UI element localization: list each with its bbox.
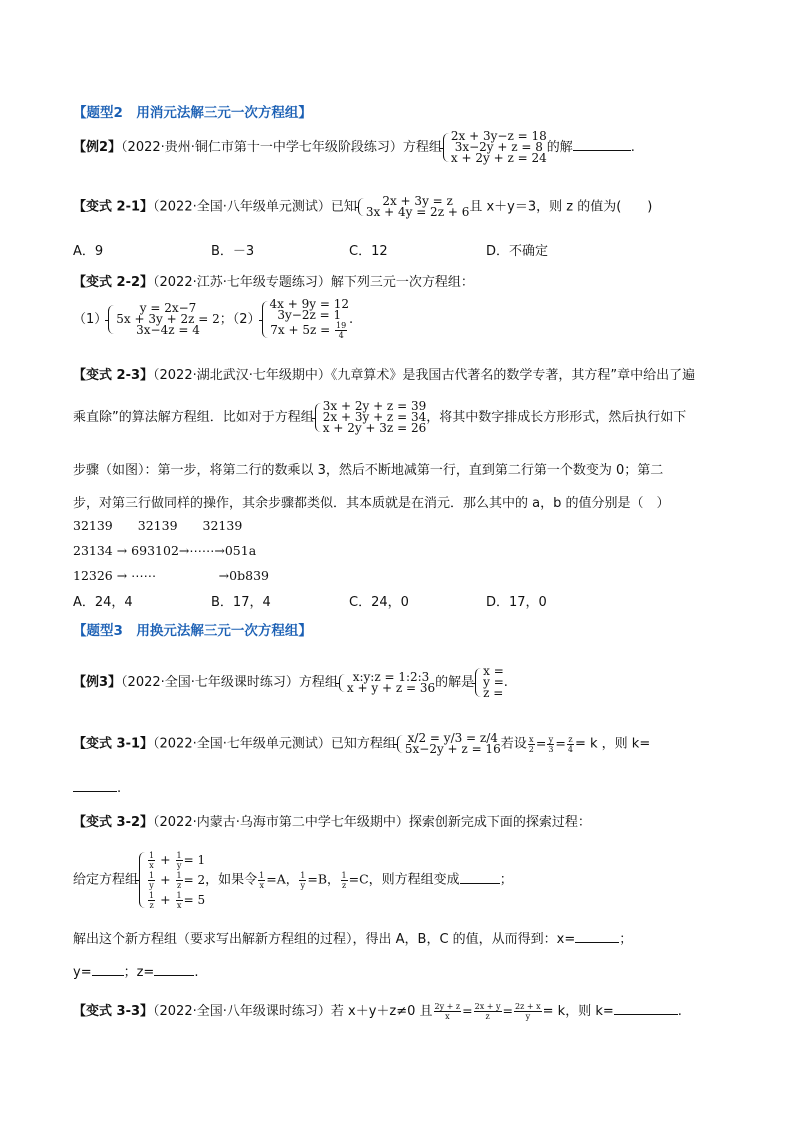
option-d[interactable]: D．不确定 (486, 244, 549, 259)
variant-2-2: 【变式 2-2】（2022·江苏·七年级专题练习）解下列三元一次方程组： (73, 275, 474, 290)
variant-2-3-line1: 【变式 2-3】（2022·湖北武汉·七年级期中）《九章算术》是我国古代著名的数学专著，其方程”章中给出了遍 (73, 368, 696, 383)
variant-3-3: 【变式 3-3】（2022·全国·八年级课时练习）若 x＋y＋z≠0 且 $\frac{2y + z}{x}$ = $\frac{2x + y}{z}$ = $\frac{2z + x}{y}$ = k，则 k= . (73, 1002, 682, 1021)
option-b[interactable]: B．－3 (211, 244, 255, 259)
example-3: 【例3】（2022·全国·七年级课时练习）方程组 x:y:z = 1:2:3 x + y + z = 36 的解是 x = y = z = . (73, 664, 508, 700)
variant-3-1-system: x/2 = y/3 = z/4 5x−2y + z = 16 (396, 733, 501, 755)
answer-blank[interactable] (614, 1002, 678, 1015)
variant-2-3-line4: 步，对第三行做同样的操作，其余步骤都类似．其本质就是在消元．那么其中的 a，b 的值分别是（ ） (73, 496, 670, 511)
answer-blank[interactable] (573, 138, 631, 151)
variant-tag: 【变式 3-3】 (73, 1004, 154, 1019)
option-a[interactable]: A．24，4 (73, 595, 133, 610)
variant-tag: 【变式 2-3】 (73, 368, 154, 383)
variant-3-2-system: $\frac{1}{x}$ + $\frac{1}{y}$ = 1 $\frac{1}{y}$ + $\frac{1}{z}$ = 2 $\frac{1}{z}$ + $\frac{1}{x}$ = 5 (138, 850, 205, 910)
option-b[interactable]: B．17，4 (211, 595, 271, 610)
matrix-row-3: 12326 → ⋯⋯ →0b839 (73, 568, 269, 583)
option-a[interactable]: A．9 (73, 244, 104, 259)
example-2-tag: 【例2】 (73, 140, 122, 155)
example-3-system: x:y:z = 1:2:3 x + y + z = 36 (338, 672, 435, 694)
answer-blank-y[interactable] (92, 963, 124, 976)
example-2-source: （2022·贵州·铜仁市第十一中学七年级阶段练习）方程组 (121, 140, 442, 155)
variant-2-3-system: 3x + 2y + z = 39 2x + 3y + z = 34 x + 2y + 3z = 26 (314, 401, 426, 434)
variant-3-2-line3: y= ；z= . (73, 965, 199, 980)
variant-2-2-systems: （1） y = 2x−7 5x + 3y + 2z = 2 3x−4z = 4 ；（2） 4x + 9y = 12 3y−2z = 1 7x + 5z = $\frac{19}{4}$ . (73, 297, 354, 340)
variant-3-1-answer: . (73, 779, 121, 798)
option-c[interactable]: C．24，0 (349, 595, 409, 610)
variant-tag: 【变式 2-1】 (73, 199, 154, 215)
variant-2-3-line2: 乘直除”的算法解方程组．比如对于方程组 3x + 2y + z = 39 2x + 3y + z = 34 x + 2y + 3z = 26 ，将其中数字排成长方形形式，然后执行如下 (73, 399, 687, 435)
example-3-tag: 【例3】 (73, 675, 122, 690)
system-2: 4x + 9y = 12 3y−2z = 1 7x + 5z = $\frac{19}{4}$ (261, 299, 349, 340)
example-2: 【例2】（2022·贵州·铜仁市第十一中学七年级阶段练习）方程组 2x + 3y−z = 18 3x−2y + z = 8 x + 2y + z = 24 的解 . (73, 129, 635, 165)
example-2-tail: 的解 (546, 140, 573, 155)
variant-3-2-system-line: 给定方程组 $\frac{1}{x}$ + $\frac{1}{y}$ = 1 $\frac{1}{y}$ + $\frac{1}{z}$ = 2 $\frac{1}{z}$ + $\frac{1}{x}$ = 5 ，如果令 $\frac{1}{x}$ =A， $\frac{1}{y}$ =B， $\frac{1}{z}$ =C，则方程组变成 ； (73, 851, 513, 910)
variant-2-1-system: 2x + 3y = z 3x + 4y = 2z + 6 (357, 196, 469, 218)
option-d[interactable]: D．17，0 (486, 595, 547, 610)
example-2-system: 2x + 3y−z = 18 3x−2y + z = 8 x + 2y + z = 24 (442, 131, 547, 164)
variant-3-2-line2: 解出这个新方程组（要求写出解新方程组的过程），得出 A，B，C 的值，从而得到：x= ； (73, 932, 633, 947)
option-c[interactable]: C．12 (349, 244, 388, 259)
answer-blank-x[interactable] (575, 930, 619, 943)
answer-blank[interactable] (460, 871, 500, 884)
section-title-3: 【题型3 用换元法解三元一次方程组】 (73, 623, 312, 639)
variant-2-3-line3: 步骤（如图）：第一步，将第二行的数乘以 3，然后不断地减第一行，直到第二行第一个数变为 0；第二 (73, 463, 664, 478)
matrix-row-1: 32139 32139 32139 (73, 518, 243, 533)
answer-blank-z[interactable] (154, 963, 194, 976)
answer-blank[interactable] (73, 779, 117, 792)
variant-3-2: 【变式 3-2】（2022·内蒙古·乌海市第二中学七年级期中）探索创新完成下面的探索过程： (73, 815, 591, 830)
variant-tag: 【变式 2-2】 (73, 275, 154, 290)
variant-3-1: 【变式 3-1】（2022·全国·七年级单元测试）已知方程组 x/2 = y/3 = z/4 5x−2y + z = 16 若设 $\frac{x}{2}$ = $\frac{y}{3}$ = $\frac{z}{4}$ = k ，则 k= (73, 731, 651, 756)
matrix-row-2: 23134 → 693102→⋯⋯→051a (73, 543, 257, 558)
example-3-answer: x = y = z = (474, 666, 504, 699)
variant-2-1: 【变式 2-1】（2022·全国·八年级单元测试）已知 2x + 3y = z 3x + 4y = 2z + 6 且 x＋y＝3，则 z 的值为( ) (73, 194, 653, 219)
section-title-2: 【题型2 用消元法解三元一次方程组】 (73, 105, 312, 121)
system-1: y = 2x−7 5x + 3y + 2z = 2 3x−4z = 4 (107, 303, 219, 336)
variant-tag: 【变式 3-1】 (73, 736, 154, 752)
variant-tag: 【变式 3-2】 (73, 815, 154, 830)
